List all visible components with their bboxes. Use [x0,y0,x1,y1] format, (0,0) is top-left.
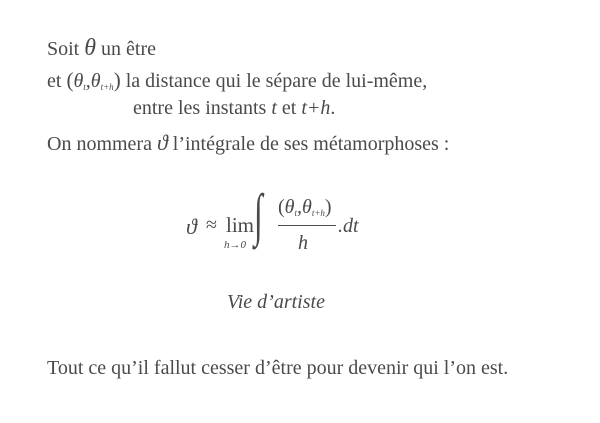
num-theta-a-subscript: t [294,208,298,218]
num-theta-b-subscript: t+h [311,208,325,218]
instant-t: t [271,97,277,119]
theta-b: θ [90,70,101,92]
approx-sign: ≈ [206,214,217,236]
pair-separator: , [85,70,91,92]
integral-sign: ∫ [254,182,263,247]
theta-b-subscript: t+h [100,82,114,92]
instants-period: . [330,97,336,119]
instants-et: et [281,97,297,119]
formula-dt: .dt [338,215,359,237]
un-etre-text: un être [101,38,157,60]
num-theta-b: θ [302,196,312,218]
theta-a: θ [73,70,84,92]
limit-subscript: h→0 [224,239,246,251]
vartheta-symbol: ϑ [156,130,168,155]
distance-text: la distance qui le sépare de lui-même, [125,70,428,92]
instants-text: entre les instants [133,97,267,119]
fraction-numerator: $(\theta_t,\theta_{t+h})$ [278,196,332,218]
formula-caption: Vie d’artiste [227,291,325,313]
instant-t-plus-h: t+h [301,97,331,119]
theta-a-subscript: t [83,82,86,92]
on-nommera-text: On nommera [47,133,152,155]
integral-intro-line [47,131,449,156]
formula-vartheta: ϑ [186,214,197,239]
fraction-denominator: h [298,232,308,254]
closing-sentence: Tout ce qu’il fallut cesser d’être pour devenir qui l’on est. [47,357,509,379]
intro-line [47,36,156,61]
metamorphoses-text: l’intégrale de ses métamorphoses : [172,133,450,155]
distance-line [47,68,427,99]
limit-operator: lim [226,213,255,237]
num-theta-a: θ [284,196,295,218]
et-word: et [47,70,62,92]
fraction-bar [278,225,336,226]
integral-formula [186,182,386,268]
soit-word: Soit [47,38,80,60]
instants-line [133,96,335,120]
num-separator: , [297,196,303,218]
theta-symbol: θ [84,35,97,61]
theta-pair: $(\theta_t,\theta_{t+h})$ [66,68,121,92]
